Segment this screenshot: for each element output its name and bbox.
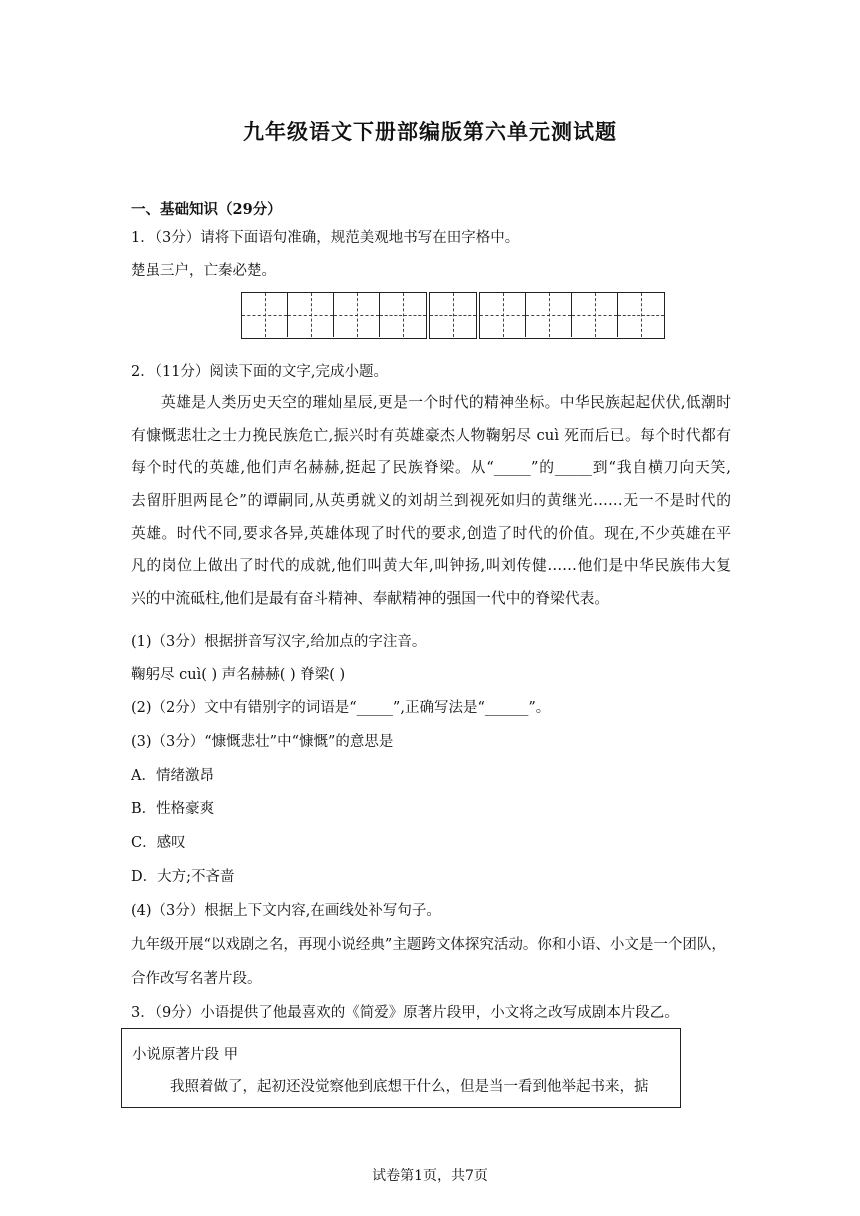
- passage-line: 去留肝胆两昆仑”的谭嗣同,从英勇就义的刘胡兰到视死如归的黄继光……无一不是时代的: [131, 492, 731, 510]
- page-title: 九年级语文下册部编版第六单元测试题: [243, 119, 617, 144]
- question-2-sub1-answer[interactable]: 鞠躬尽 cuì( ) 声名赫赫( ) 脊梁( ): [131, 667, 346, 683]
- passage-line: 兴的中流砥柱,他们是最有奋斗精神、奉献精神的强国一代中的脊梁代表。: [131, 590, 610, 608]
- grid-cell[interactable]: [334, 293, 380, 337]
- writing-grid-left: [241, 292, 427, 339]
- passage-line: 英雄。时代不同,要求各异,英雄体现了时代的要求,创造了时代的价值。现在,不少英雄在平: [131, 524, 731, 542]
- option-c[interactable]: C．感叹: [131, 835, 186, 851]
- grid-cell[interactable]: [380, 293, 426, 337]
- question-2-stem: 2．（11分）阅读下面的文字,完成小题。: [131, 364, 389, 380]
- activity-intro-line: 九年级开展“以戏剧之名，再现小说经典”主题跨文体探究活动。你和小语、小文是一个团队，: [131, 937, 726, 953]
- writing-grid-middle: [429, 292, 477, 339]
- question-3-stem: 3．（9分）小语提供了他最喜欢的《简爱》原著片段甲，小文将之改写成剧本片段乙。: [131, 1005, 679, 1021]
- question-1-sentence: 楚虽三户，亡秦必楚。: [131, 263, 276, 279]
- option-a[interactable]: A．情绪激昂: [131, 768, 214, 784]
- option-d[interactable]: D．大方;不吝啬: [131, 869, 235, 885]
- passage-line: 凡的岗位上做出了时代的成就,他们叫黄大年,叫钟扬,叫刘传健……他们是中华民族伟大复: [131, 557, 731, 575]
- grid-cell[interactable]: [242, 293, 288, 337]
- activity-intro-line: 合作改写名著片段。: [131, 971, 262, 987]
- section-heading: 一、基础知识（29分）: [131, 201, 282, 218]
- writing-grid-right: [479, 292, 665, 339]
- excerpt-box: [121, 1028, 681, 1108]
- question-1-stem: 1．（3分）请将下面语句准确，规范美观地书写在田字格中。: [131, 230, 520, 246]
- question-2-sub2: (2)（2分）文中有错别字的词语是“_____”,正确写法是“______”。: [131, 700, 551, 716]
- grid-cell[interactable]: [618, 293, 664, 337]
- passage-line: 每个时代的英雄,他们声名赫赫,挺起了民族脊梁。从“_____”的_____到“我自横刀向天笑,: [131, 459, 731, 477]
- question-2-sub4: (4)（3分）根据上下文内容,在画线处补写句子。: [131, 903, 441, 919]
- question-2-passage: [131, 387, 731, 616]
- passage-line: 有慷慨悲壮之士力挽民族危亡,振兴时有英雄豪杰人物鞠躬尽 cuì 死而后已。每个时代都有: [131, 426, 731, 444]
- option-b[interactable]: B．性格豪爽: [131, 801, 215, 817]
- excerpt-label: 小说原著片段 甲: [132, 1047, 239, 1063]
- excerpt-text: 我照着做了，起初还没觉察他到底想干什么，但是当一看到他举起书来，掂: [170, 1079, 649, 1095]
- grid-cell[interactable]: [526, 293, 572, 337]
- grid-cell[interactable]: [430, 293, 476, 337]
- passage-line: 英雄是人类历史天空的璀灿星辰,更是一个时代的精神坐标。中华民族起起伏伏,低潮时: [161, 394, 731, 411]
- question-2-sub3: (3)（3分）“慷慨悲壮”中“慷慨”的意思是: [131, 734, 394, 750]
- writing-grid: [241, 292, 665, 339]
- page-footer: 试卷第1页，共7页: [372, 1168, 488, 1184]
- grid-cell[interactable]: [572, 293, 618, 337]
- question-2-sub1: (1)（3分）根据拼音写汉字,给加点的字注音。: [131, 634, 427, 650]
- grid-cell[interactable]: [288, 293, 334, 337]
- grid-cell[interactable]: [480, 293, 526, 337]
